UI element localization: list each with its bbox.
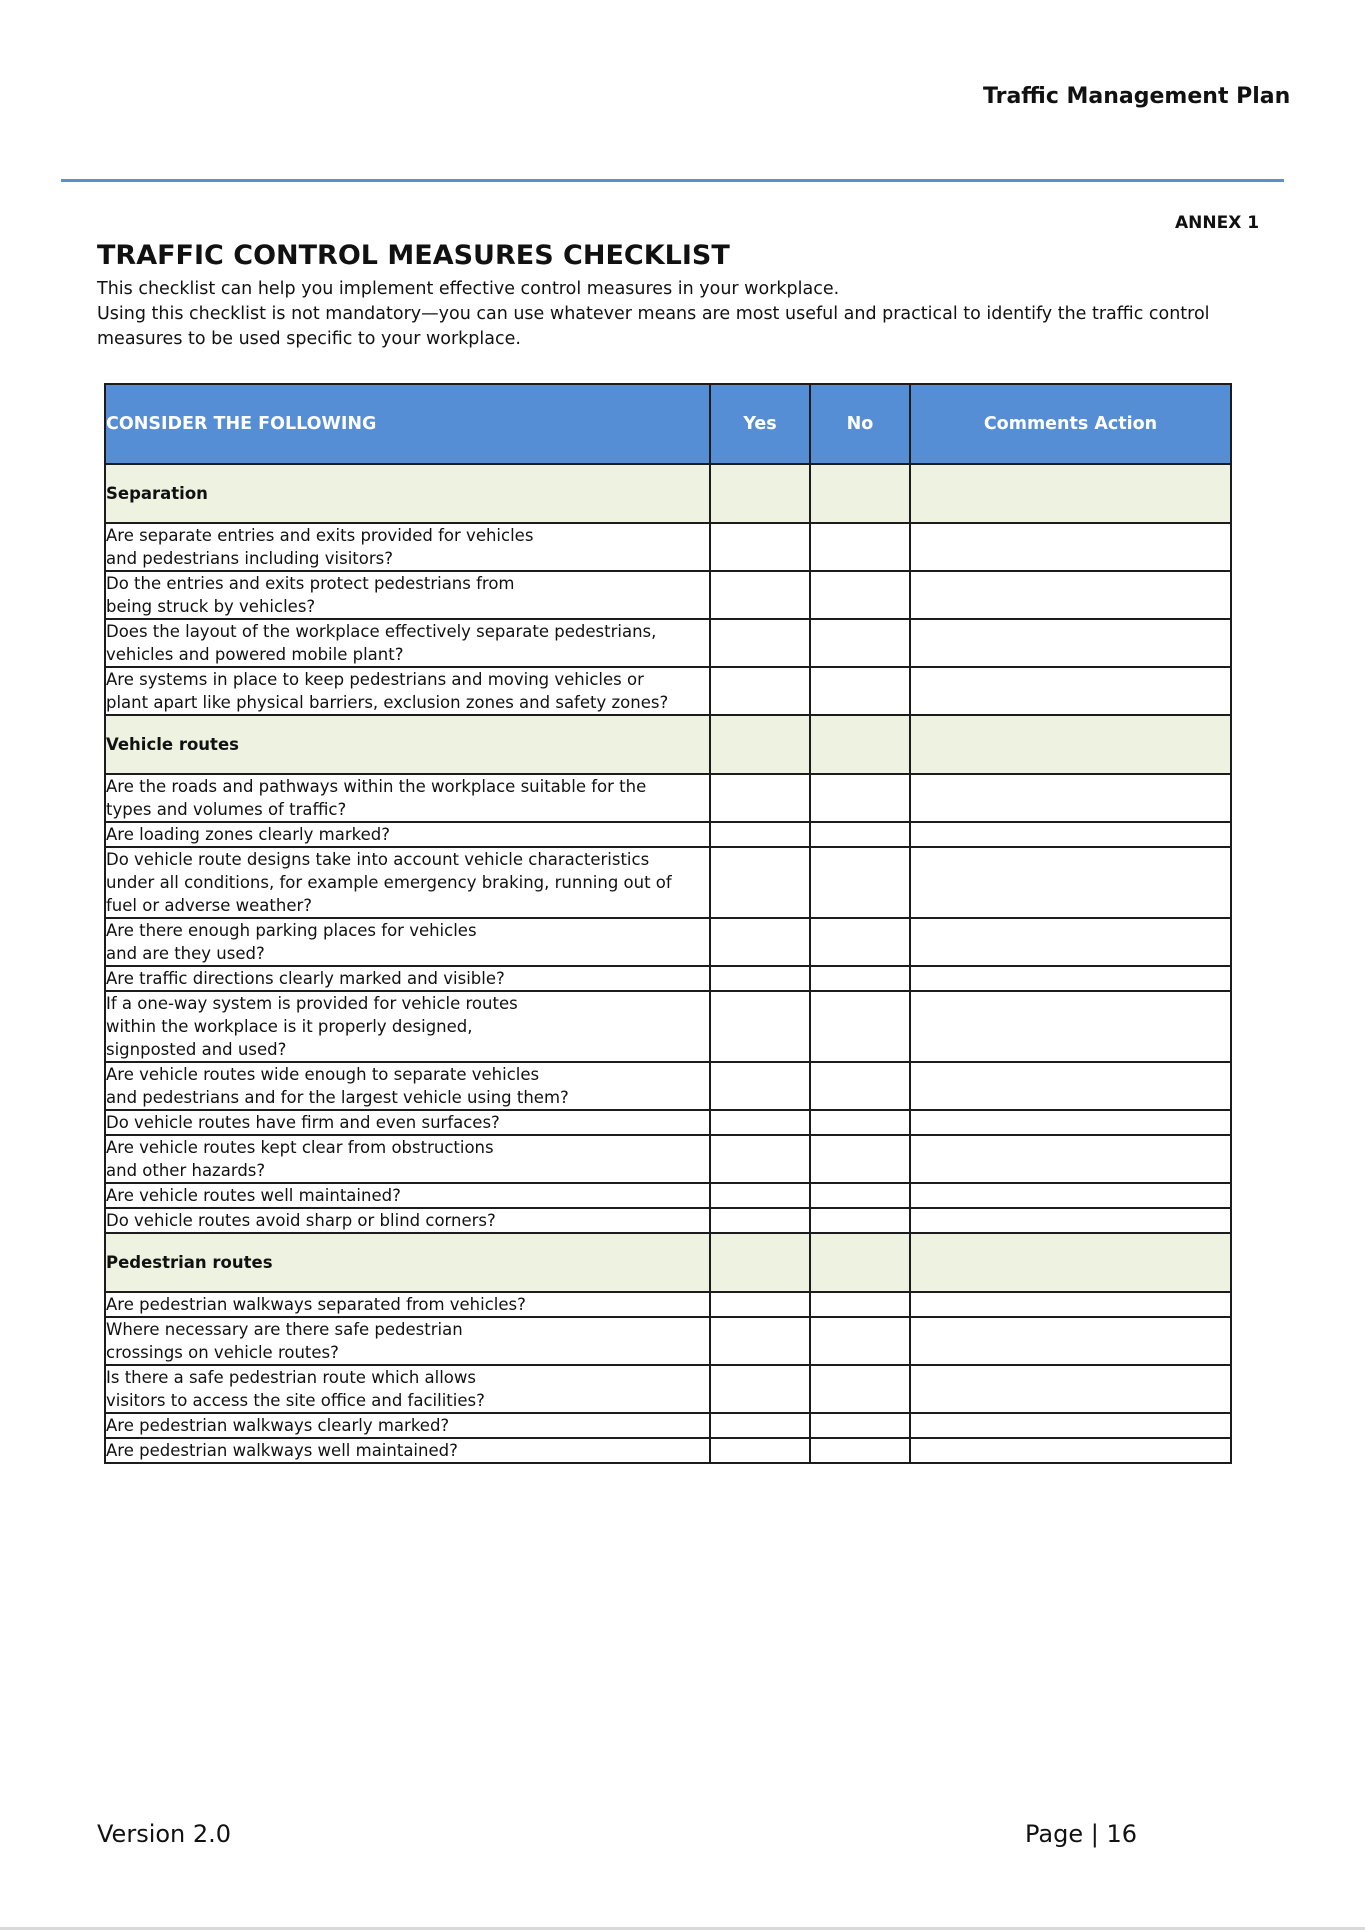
header-rule <box>61 179 1284 182</box>
question-cell: Are vehicle routes kept clear from obstructions and other hazards? <box>105 1135 710 1183</box>
yes-cell[interactable] <box>710 1365 810 1413</box>
table-row <box>105 1292 1231 1317</box>
question-cell: Are separate entries and exits provided for vehicles and pedestrians including visitors? <box>105 523 710 571</box>
comments-action-cell[interactable] <box>910 1292 1231 1317</box>
footer-page-number: Page | 16 <box>1025 1820 1137 1848</box>
yes-cell[interactable] <box>710 774 810 822</box>
yes-cell[interactable] <box>710 918 810 966</box>
yes-cell[interactable] <box>710 847 810 918</box>
question-cell: Are loading zones clearly marked? <box>105 822 710 847</box>
no-cell[interactable] <box>810 1365 910 1413</box>
comments-action-cell[interactable] <box>910 1413 1231 1438</box>
comments-action-cell[interactable] <box>910 1317 1231 1365</box>
comments-action-cell[interactable] <box>910 1208 1231 1233</box>
yes-cell[interactable] <box>710 822 810 847</box>
annex-label: ANNEX 1 <box>1175 213 1260 233</box>
section-label: Vehicle routes <box>105 715 710 774</box>
question-cell: Are traffic directions clearly marked and visible? <box>105 966 710 991</box>
comments-action-cell[interactable] <box>910 1183 1231 1208</box>
table-header-row <box>105 384 1231 464</box>
table-row <box>105 1413 1231 1438</box>
no-cell[interactable] <box>810 847 910 918</box>
document-title: TRAFFIC CONTROL MEASURES CHECKLIST <box>97 240 730 271</box>
comments-action-cell[interactable] <box>910 991 1231 1062</box>
comments-action-cell[interactable] <box>910 1135 1231 1183</box>
section-yes-cell <box>710 1233 810 1292</box>
table-row <box>105 991 1231 1062</box>
question-cell: Does the layout of the workplace effectively separate pedestrians, vehicles and powered mobile plant? <box>105 619 710 667</box>
yes-cell[interactable] <box>710 619 810 667</box>
question-cell: Do vehicle routes have firm and even surfaces? <box>105 1110 710 1135</box>
column-header-no: No <box>810 384 910 464</box>
question-cell: Are systems in place to keep pedestrians and moving vehicles or plant apart like physical barriers, exclusion zones and safety zones? <box>105 667 710 715</box>
table-row <box>105 1062 1231 1110</box>
question-cell: Is there a safe pedestrian route which allows visitors to access the site office and facilities? <box>105 1365 710 1413</box>
section-label: Separation <box>105 464 710 523</box>
table-row <box>105 966 1231 991</box>
table-row <box>105 822 1231 847</box>
comments-action-cell[interactable] <box>910 1110 1231 1135</box>
no-cell[interactable] <box>810 667 910 715</box>
column-header-comments: Comments Action <box>910 384 1231 464</box>
question-cell: If a one-way system is provided for vehicle routes within the workplace is it properly designed, signposted and used? <box>105 991 710 1062</box>
table-row <box>105 1317 1231 1365</box>
comments-action-cell[interactable] <box>910 822 1231 847</box>
section-yes-cell <box>710 715 810 774</box>
section-row <box>105 464 1231 523</box>
no-cell[interactable] <box>810 1413 910 1438</box>
comments-action-cell[interactable] <box>910 918 1231 966</box>
header-title: Traffic Management Plan <box>983 84 1291 109</box>
section-comments-cell <box>910 464 1231 523</box>
yes-cell[interactable] <box>710 1413 810 1438</box>
no-cell[interactable] <box>810 1292 910 1317</box>
question-cell: Do the entries and exits protect pedestrians from being struck by vehicles? <box>105 571 710 619</box>
section-comments-cell <box>910 1233 1231 1292</box>
comments-action-cell[interactable] <box>910 667 1231 715</box>
intro-text <box>97 277 1257 352</box>
question-cell: Are vehicle routes wide enough to separate vehicles and pedestrians and for the largest vehicle using them? <box>105 1062 710 1110</box>
table-row <box>105 1438 1231 1463</box>
intro-line: This checklist can help you implement effective control measures in your workplace. <box>97 279 840 299</box>
no-cell[interactable] <box>810 991 910 1062</box>
question-cell: Where necessary are there safe pedestrian crossings on vehicle routes? <box>105 1317 710 1365</box>
no-cell[interactable] <box>810 1110 910 1135</box>
section-label: Pedestrian routes <box>105 1233 710 1292</box>
table-row <box>105 1183 1231 1208</box>
yes-cell[interactable] <box>710 1062 810 1110</box>
no-cell[interactable] <box>810 1135 910 1183</box>
yes-cell[interactable] <box>710 1317 810 1365</box>
no-cell[interactable] <box>810 1183 910 1208</box>
comments-action-cell[interactable] <box>910 1365 1231 1413</box>
no-cell[interactable] <box>810 1208 910 1233</box>
no-cell[interactable] <box>810 523 910 571</box>
question-cell: Are there enough parking places for vehicles and are they used? <box>105 918 710 966</box>
section-comments-cell <box>910 715 1231 774</box>
yes-cell[interactable] <box>710 523 810 571</box>
table-row <box>105 667 1231 715</box>
yes-cell[interactable] <box>710 1208 810 1233</box>
no-cell[interactable] <box>810 822 910 847</box>
no-cell[interactable] <box>810 918 910 966</box>
checklist-body <box>105 464 1231 1463</box>
section-row <box>105 1233 1231 1292</box>
no-cell[interactable] <box>810 1438 910 1463</box>
comments-action-cell[interactable] <box>910 1438 1231 1463</box>
section-no-cell <box>810 1233 910 1292</box>
yes-cell[interactable] <box>710 991 810 1062</box>
table-row <box>105 1110 1231 1135</box>
question-cell: Do vehicle routes avoid sharp or blind corners? <box>105 1208 710 1233</box>
table-row <box>105 918 1231 966</box>
yes-cell[interactable] <box>710 1135 810 1183</box>
comments-action-cell[interactable] <box>910 523 1231 571</box>
no-cell[interactable] <box>810 571 910 619</box>
comments-action-cell[interactable] <box>910 774 1231 822</box>
comments-action-cell[interactable] <box>910 847 1231 918</box>
yes-cell[interactable] <box>710 1438 810 1463</box>
table-row <box>105 1135 1231 1183</box>
question-cell: Are pedestrian walkways clearly marked? <box>105 1413 710 1438</box>
table-row <box>105 571 1231 619</box>
table-row <box>105 774 1231 822</box>
table-row <box>105 523 1231 571</box>
question-cell: Are vehicle routes well maintained? <box>105 1183 710 1208</box>
section-row <box>105 715 1231 774</box>
no-cell[interactable] <box>810 1317 910 1365</box>
yes-cell[interactable] <box>710 1183 810 1208</box>
comments-action-cell[interactable] <box>910 619 1231 667</box>
question-cell: Are pedestrian walkways well maintained? <box>105 1438 710 1463</box>
footer-version: Version 2.0 <box>97 1820 232 1848</box>
comments-action-cell[interactable] <box>910 966 1231 991</box>
question-cell: Are the roads and pathways within the workplace suitable for the types and volumes of traffic? <box>105 774 710 822</box>
section-no-cell <box>810 715 910 774</box>
section-no-cell <box>810 464 910 523</box>
table-row <box>105 1365 1231 1413</box>
no-cell[interactable] <box>810 774 910 822</box>
no-cell[interactable] <box>810 619 910 667</box>
section-yes-cell <box>710 464 810 523</box>
yes-cell[interactable] <box>710 1292 810 1317</box>
table-row <box>105 1208 1231 1233</box>
column-header-consider: CONSIDER THE FOLLOWING <box>105 384 710 464</box>
yes-cell[interactable] <box>710 966 810 991</box>
yes-cell[interactable] <box>710 667 810 715</box>
checklist-table <box>104 383 1232 1464</box>
table-row <box>105 847 1231 918</box>
intro-line: Using this checklist is not mandatory—you can use whatever means are most useful and practical to identify the traffic control measures to be used specific to your workplace. <box>97 304 1210 349</box>
no-cell[interactable] <box>810 1062 910 1110</box>
comments-action-cell[interactable] <box>910 1062 1231 1110</box>
comments-action-cell[interactable] <box>910 571 1231 619</box>
table-row <box>105 619 1231 667</box>
no-cell[interactable] <box>810 966 910 991</box>
question-cell: Are pedestrian walkways separated from vehicles? <box>105 1292 710 1317</box>
yes-cell[interactable] <box>710 571 810 619</box>
yes-cell[interactable] <box>710 1110 810 1135</box>
question-cell: Do vehicle route designs take into account vehicle characteristics under all conditions, for example emergency braking, running out of fuel or adverse weather? <box>105 847 710 918</box>
column-header-yes: Yes <box>710 384 810 464</box>
